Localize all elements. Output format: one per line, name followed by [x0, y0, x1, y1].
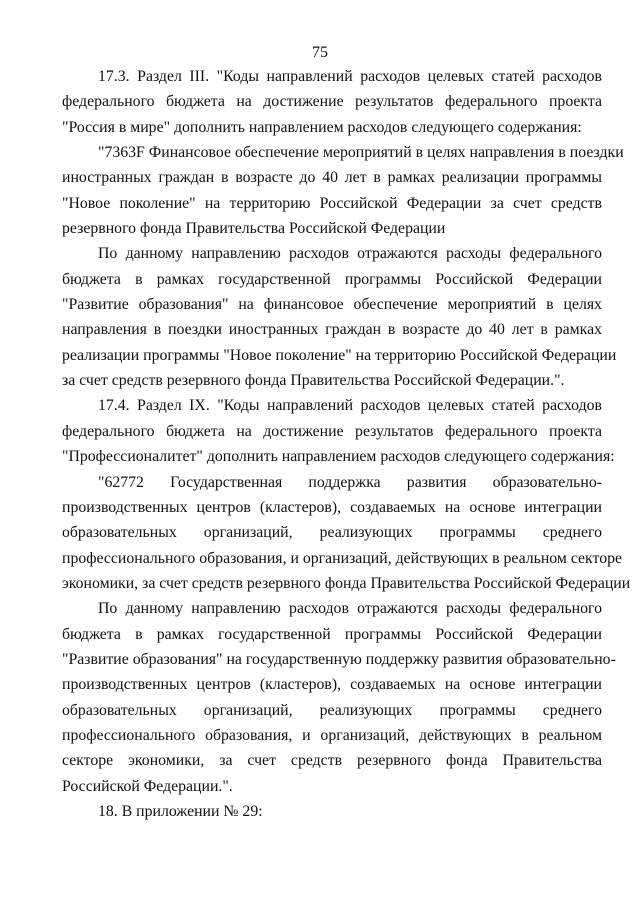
text-line: 18. В приложении № 29: — [98, 802, 263, 820]
paragraph-7363f-description — [62, 241, 617, 393]
text-line: направления в поездки иностранных граждан в возрасте до 40 лет в рамках — [62, 321, 602, 339]
text-line: "Новое поколение" на территорию Российской Федерации за счет средств — [62, 194, 602, 212]
text-line: производственных центров (кластеров), создаваемых на основе интеграции — [62, 676, 602, 694]
paragraph-62772-code — [62, 470, 631, 597]
text-line: экономики, за счет средств резервного фонда Правительства Российской Федерации — [62, 574, 631, 592]
text-line: "62772 Государственная поддержка развития образовательно- — [98, 473, 602, 491]
document-body — [62, 64, 631, 824]
text-line: за счет средств резервного фонда Правительства Российской Федерации.". — [62, 372, 565, 390]
text-line: секторе экономики, за счет средств резервного фонда Правительства — [62, 752, 602, 770]
text-line: реализации программы "Новое поколение" на территорию Российской Федерации — [62, 346, 617, 364]
text-line: резервного фонда Правительства Российской Федерации — [62, 220, 446, 238]
text-line: По данному направлению расходов отражаются расходы федерального — [98, 600, 602, 618]
paragraph-7363f-code — [62, 140, 624, 241]
text-line: образовательных организаций, реализующих программы среднего — [62, 701, 602, 719]
text-line: производственных центров (кластеров), создаваемых на основе интеграции — [62, 498, 602, 516]
text-line: профессионального образования, и организаций, действующих в реальном — [62, 726, 602, 744]
text-line: образовательных организаций, реализующих программы среднего — [62, 524, 602, 542]
paragraph-18 — [62, 799, 602, 824]
paragraph-17-3 — [62, 64, 602, 140]
text-line: "Развитие образования" на финансовое обеспечение мероприятий в целях — [62, 296, 602, 314]
text-line: иностранных граждан в возрасте до 40 лет в рамках реализации программы — [62, 169, 602, 187]
text-line: бюджета в рамках государственной программы Российской Федерации — [62, 625, 602, 643]
text-line: 17.3. Раздел III. "Коды направлений расходов целевых статей расходов — [98, 68, 602, 85]
text-line: "Профессионалитет" дополнить направлением расходов следующего содержания: — [62, 448, 615, 466]
paragraph-62772-description — [62, 596, 616, 799]
text-line: "Россия в мире" дополнить направлением расходов следующего содержания: — [62, 118, 582, 136]
text-line: федерального бюджета на достижение результатов федерального проекта — [62, 93, 602, 111]
text-line: По данному направлению расходов отражаются расходы федерального — [98, 245, 602, 263]
paragraph-17-4 — [62, 393, 615, 469]
text-line: бюджета в рамках государственной программы Российской Федерации — [62, 270, 602, 288]
text-line: "Развитие образования" на государственную поддержку развития образовательно- — [62, 650, 616, 668]
page-number: 75 — [312, 44, 328, 61]
text-line: профессионального образования, и организаций, действующих в реальном секторе — [62, 549, 623, 567]
text-line: федерального бюджета на достижение результатов федерального проекта — [62, 422, 602, 440]
text-line: "7363F Финансовое обеспечение мероприятий в целях направления в поездки — [98, 144, 624, 162]
text-line: 17.4. Раздел IX. "Коды направлений расходов целевых статей расходов — [98, 397, 602, 415]
text-line: Российской Федерации.". — [62, 777, 233, 795]
